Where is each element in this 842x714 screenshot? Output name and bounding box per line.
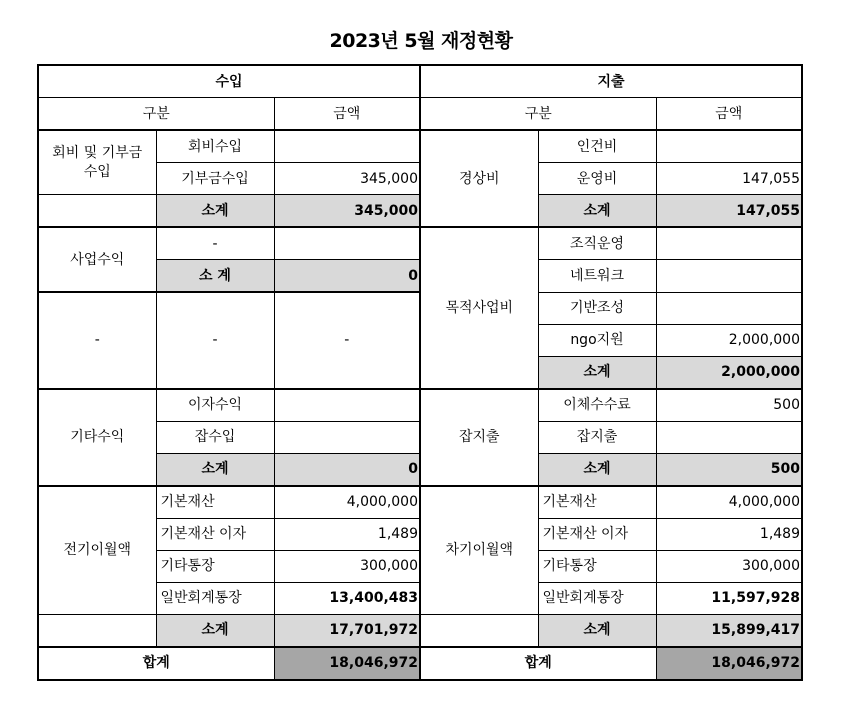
expense-total: 18,046,972	[656, 647, 802, 680]
income-amount	[274, 421, 420, 453]
expense-total-label: 합계	[420, 647, 656, 680]
income-subtotal: 0	[274, 453, 420, 486]
expense-group-purpose: 목적사업비	[420, 227, 538, 389]
expense-header: 지출	[420, 65, 802, 98]
income-subtotal: 345,000	[274, 195, 420, 228]
income-subtotal: 0	[274, 260, 420, 293]
expense-item: 조직운영	[538, 227, 656, 260]
expense-amount-header: 금액	[656, 98, 802, 131]
expense-item: 기본재산 이자	[538, 518, 656, 550]
income-subtotal-label: 소 계	[156, 260, 274, 293]
income-item: -	[156, 227, 274, 260]
expense-item: 기본재산	[538, 486, 656, 519]
income-item: 잡수입	[156, 421, 274, 453]
income-subtotal-label: 소계	[156, 195, 274, 228]
income-item: 기타통장	[156, 550, 274, 582]
expense-category-header: 구분	[420, 98, 656, 131]
expense-item: 운영비	[538, 163, 656, 195]
expense-group-operating: 경상비	[420, 130, 538, 227]
income-amount	[274, 227, 420, 260]
expense-amount	[656, 227, 802, 260]
income-amount-blank: -	[274, 292, 420, 389]
income-item: 기본재산 이자	[156, 518, 274, 550]
expense-amount	[656, 130, 802, 163]
income-subtotal-label: 소계	[156, 614, 274, 647]
income-subtotal: 17,701,972	[274, 614, 420, 647]
income-item: 회비수입	[156, 130, 274, 163]
expense-amount	[656, 421, 802, 453]
expense-group-carryover: 차기이월액	[420, 486, 538, 615]
expense-subtotal-label: 소계	[538, 195, 656, 228]
expense-item: 잡지출	[538, 421, 656, 453]
expense-subtotal: 15,899,417	[656, 614, 802, 647]
page-title: 2023년 5월 재정현황	[329, 30, 513, 52]
income-item: 일반회계통장	[156, 582, 274, 614]
income-category-header: 구분	[38, 98, 274, 131]
expense-item: 기반조성	[538, 292, 656, 324]
income-amount	[274, 389, 420, 422]
expense-group-misc: 잡지출	[420, 389, 538, 486]
expense-subtotal-label: 소계	[538, 356, 656, 389]
income-group-membership: 회비 및 기부금 수입	[38, 130, 156, 195]
income-total: 18,046,972	[274, 647, 420, 680]
expense-item: ngo지원	[538, 324, 656, 356]
income-group-blank: -	[38, 292, 156, 389]
expense-subtotal: 147,055	[656, 195, 802, 228]
income-group-business: 사업수익	[38, 227, 156, 292]
income-amount	[274, 130, 420, 163]
expense-amount: 500	[656, 389, 802, 422]
income-amount: 13,400,483	[274, 582, 420, 614]
expense-subtotal: 500	[656, 453, 802, 486]
expense-subtotal-label: 소계	[538, 614, 656, 647]
income-item-blank: -	[156, 292, 274, 389]
income-amount: 345,000	[274, 163, 420, 195]
income-subtotal-label: 소계	[156, 453, 274, 486]
income-item: 기본재산	[156, 486, 274, 519]
expense-amount: 1,489	[656, 518, 802, 550]
expense-subtotal-label: 소계	[538, 453, 656, 486]
income-group-carryover: 전기이월액	[38, 486, 156, 615]
income-header: 수입	[38, 65, 420, 98]
income-amount: 1,489	[274, 518, 420, 550]
expense-amount: 147,055	[656, 163, 802, 195]
expense-amount: 4,000,000	[656, 486, 802, 519]
income-item: 기부금수입	[156, 163, 274, 195]
income-amount-header: 금액	[274, 98, 420, 131]
expense-amount: 300,000	[656, 550, 802, 582]
finance-table	[37, 64, 803, 681]
expense-subtotal: 2,000,000	[656, 356, 802, 389]
expense-item: 인건비	[538, 130, 656, 163]
expense-item: 기타통장	[538, 550, 656, 582]
expense-amount	[656, 260, 802, 293]
expense-amount: 2,000,000	[656, 324, 802, 356]
expense-item: 일반회계통장	[538, 582, 656, 614]
expense-item: 네트워크	[538, 260, 656, 293]
income-total-label: 합계	[38, 647, 274, 680]
income-item: 이자수익	[156, 389, 274, 422]
income-amount: 4,000,000	[274, 486, 420, 519]
income-amount: 300,000	[274, 550, 420, 582]
expense-amount	[656, 292, 802, 324]
income-group-other: 기타수익	[38, 389, 156, 486]
expense-amount: 11,597,928	[656, 582, 802, 614]
expense-item: 이체수수료	[538, 389, 656, 422]
